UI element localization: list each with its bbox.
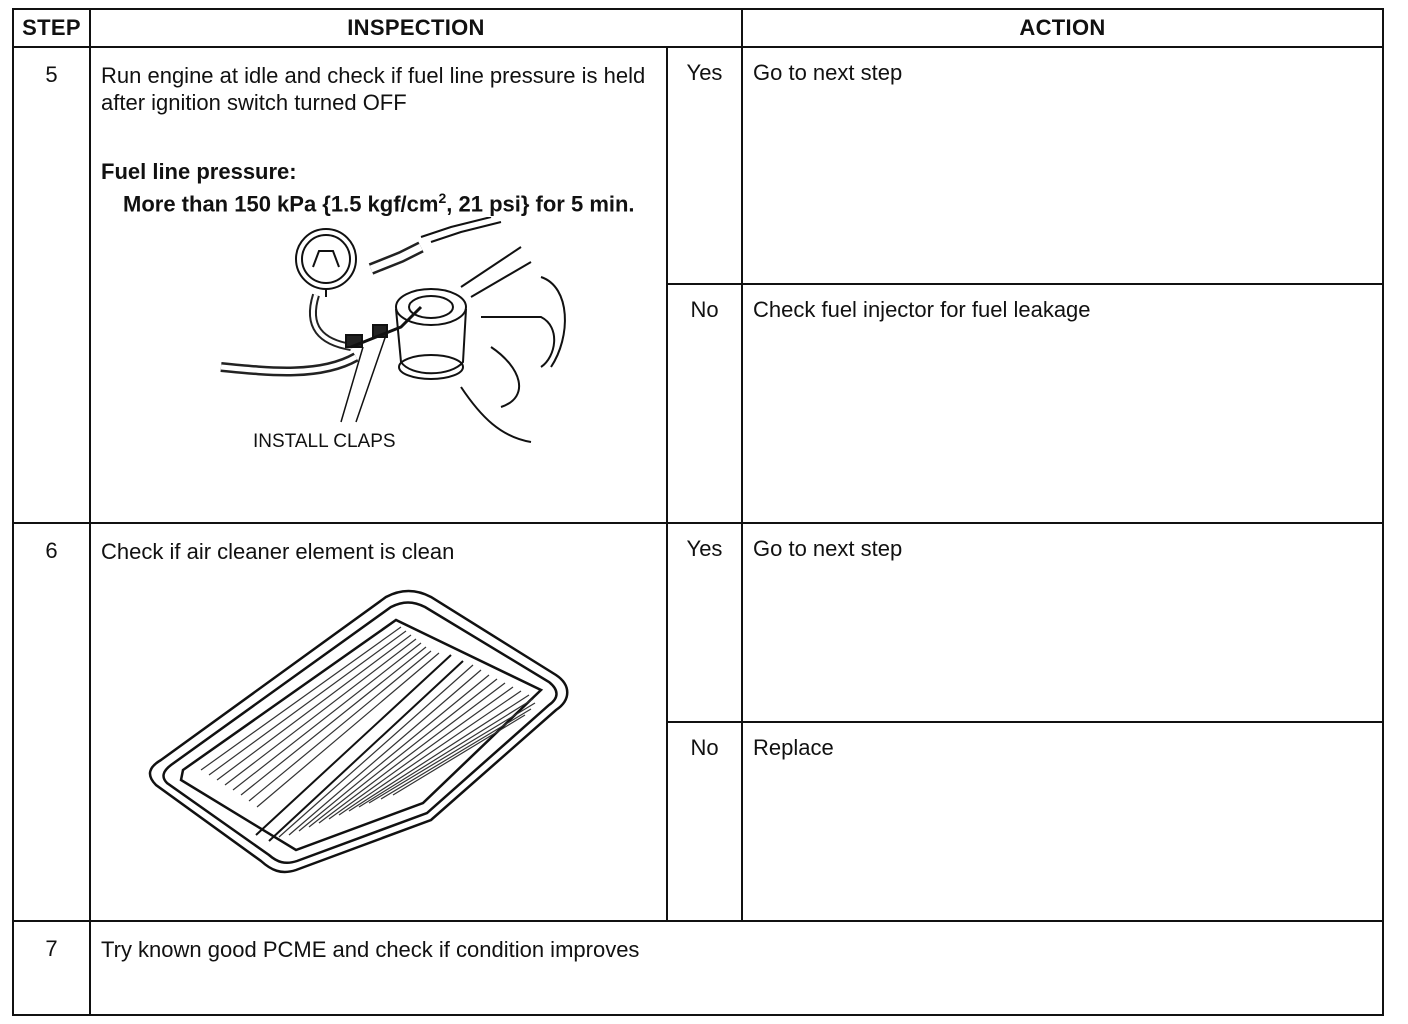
inspection-table	[12, 8, 1384, 1016]
no-label: No	[667, 722, 742, 921]
header-action: ACTION	[742, 9, 1383, 47]
figure-label: INSTALL CLAPS	[253, 431, 396, 453]
step-6-inspection	[90, 523, 667, 921]
spec-title: Fuel line pressure:	[101, 159, 297, 184]
yes-action: Go to next step	[742, 47, 1383, 284]
step-6-yes-row	[13, 523, 1383, 722]
step-number: 7	[13, 921, 90, 1015]
step-5-yes-row	[13, 47, 1383, 284]
header-row	[13, 9, 1383, 47]
inspection-text: Check if air cleaner element is clean	[101, 539, 455, 564]
yes-action: Go to next step	[742, 523, 1383, 722]
air-cleaner-element-figure	[101, 565, 656, 885]
step-number: 6	[13, 523, 90, 921]
inspection-text: Run engine at idle and check if fuel line pressure is held after ignition switch turned OFF	[101, 63, 646, 115]
step-5-inspection	[90, 47, 667, 523]
inspection-text: Try known good PCME and check if condition improves	[101, 937, 640, 962]
no-action: Replace	[742, 722, 1383, 921]
step-number: 5	[13, 47, 90, 523]
header-inspection: INSPECTION	[90, 9, 742, 47]
header-step: STEP	[13, 9, 90, 47]
step-7-inspection	[90, 921, 1383, 1015]
no-action: Check fuel injector for fuel leakage	[742, 284, 1383, 523]
no-label: No	[667, 284, 742, 523]
spec-value: More than 150 kPa {1.5 kgf/$cm^2$, 21 psi} for 5 min.	[123, 190, 635, 217]
step-7-row	[13, 921, 1383, 1015]
fuel-pressure-gauge-figure	[101, 217, 656, 462]
yes-label: Yes	[667, 47, 742, 284]
yes-label: Yes	[667, 523, 742, 722]
